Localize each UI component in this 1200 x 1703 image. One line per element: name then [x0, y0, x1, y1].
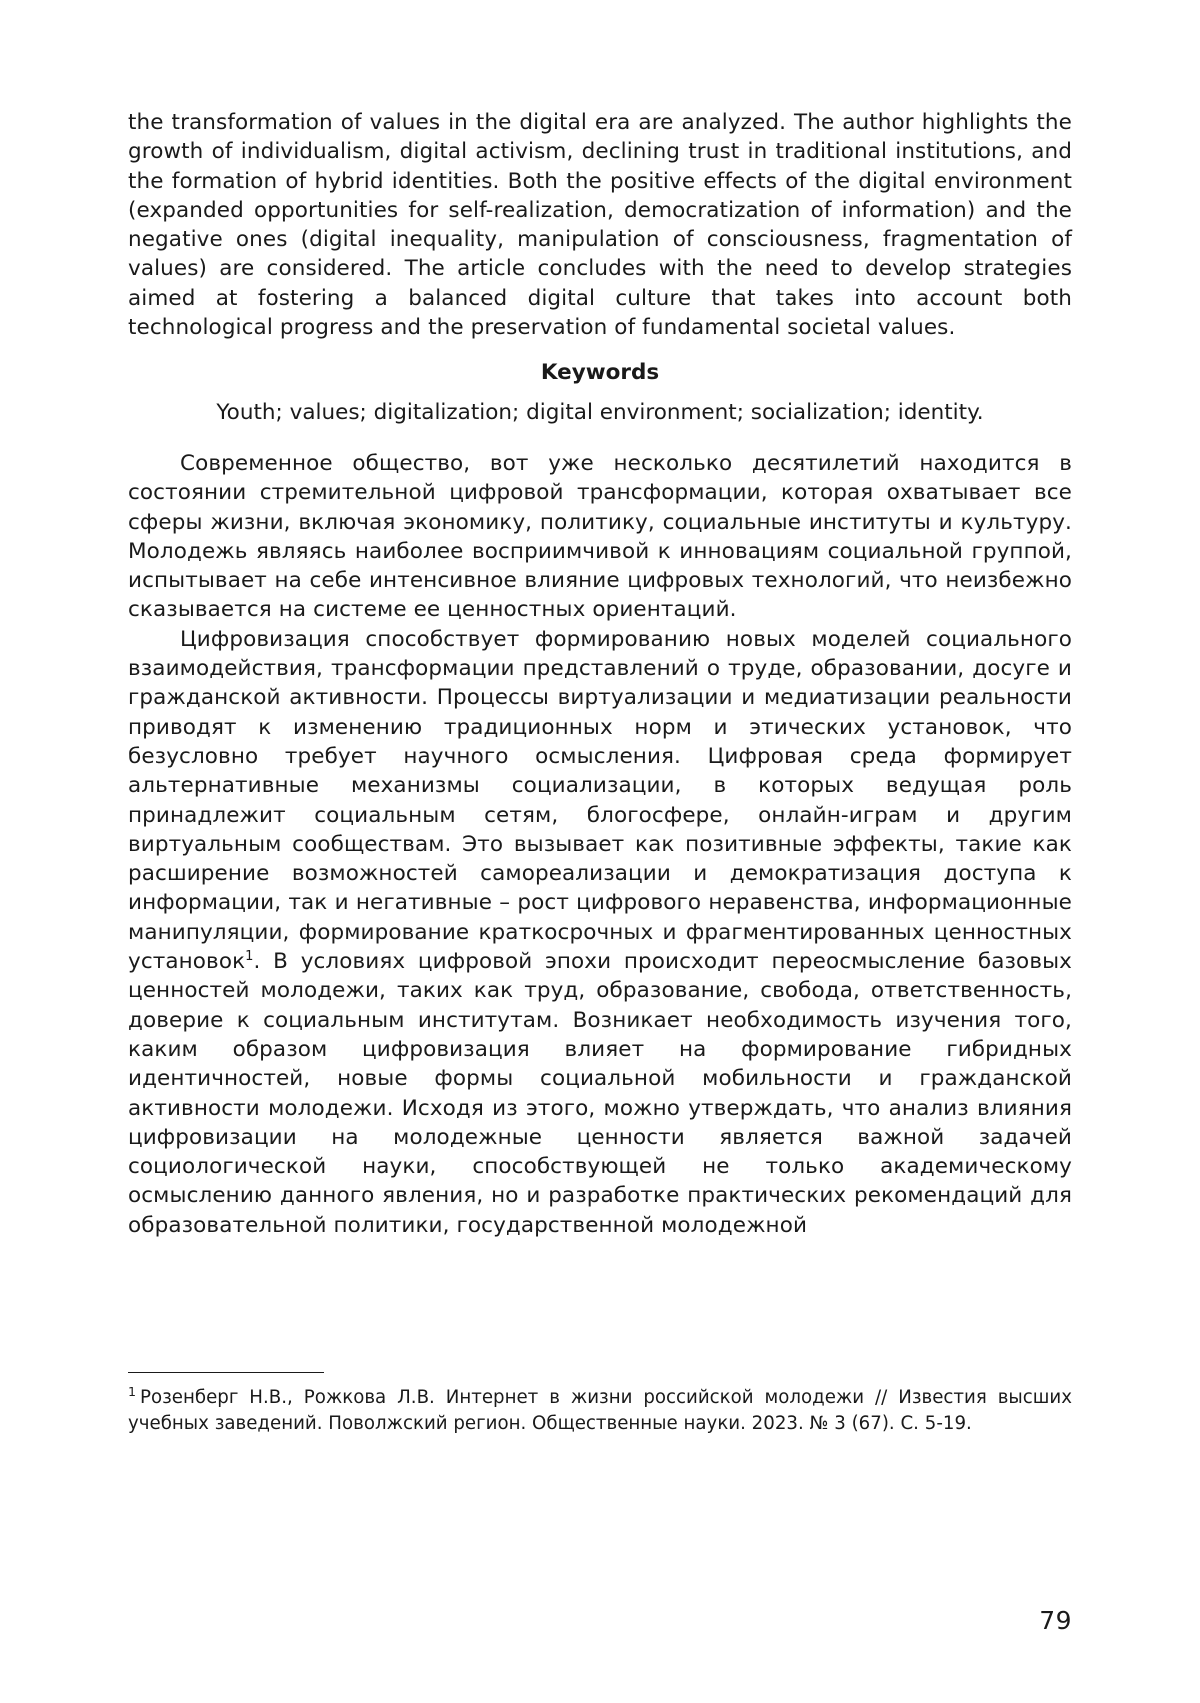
footnote-citation-text: Розенберг Н.В., Рожкова Л.В. Интернет в жизни российской молодежи // Известия высших учебных заведений. Поволжский регион. Общественные науки. 2023. № 3 (67). С. 5-19.: [128, 1387, 1072, 1434]
body-paragraph-1: Современное общество, вот уже несколько десятилетий находится в состоянии стремительной цифровой трансформации, которая охватывает все сферы жизни, включая экономику, политику, социальные институты и культуру. Молодежь являясь наиболее восприимчивой к инновациям социальной группой, испытывает на себе интенсивное влияние цифровых технологий, что неизбежно сказывается на системе ее ценностных ориентаций.: [128, 450, 1072, 623]
abstract-block: [128, 108, 1072, 342]
keywords-heading: Keywords: [540, 360, 660, 386]
body-paragraph-2-part-b: . В условиях цифровой эпохи происходит переосмысление базовых ценностей молодежи, таких как труд, образование, свобода, ответственность, доверие к социальным институтам. Возникает необходимость изучения того, каким образом цифровизация влияет на формирование гибридных идентичностей, новые формы социальной мобильности и гражданской активности молодежи. Исходя из этого, можно утверждать, что анализ влияния цифровизации на молодежные ценности является важной задачей социологической науки, способствующей не только академическому осмыслению данного явления, но и разработке практических рекомендаций для образовательной политики, государственной молодежной: [128, 949, 1072, 1238]
body-paragraph-2: [128, 625, 1072, 1240]
section-spacer: [128, 427, 1072, 449]
footnote-entry: [128, 1379, 1072, 1436]
footnote-separator-rule: [128, 1372, 324, 1373]
footnote-area: [128, 1372, 1072, 1436]
body-paragraph-2-part-a: Цифровизация способствует формированию новых моделей социального взаимодействия, трансформации представлений о труде, образовании, досуге и гражданской активности. Процессы виртуализации и медиатизации реальности приводят к изменению традиционных норм и этических установок, что безусловно требует научного осмысления. Цифровая среда формирует альтернативные механизмы социализации, в которых ведущая роль принадлежит социальным сетям, блогосфере, онлайн-играм и другим виртуальным сообществам. Это вызывает как позитивные эффекты, такие как расширение возможностей самореализации и демократизация доступа к информации, так и негативные – рост цифрового неравенства, информационные манипуляции, формирование краткосрочных и фрагментированных ценностных установок: [128, 626, 1072, 975]
abstract-tail-text: the transformation of values in the digital era are analyzed. The author highlights the growth of individualism, digital activism, declining trust in traditional institutions, and the formation of hybrid identities. Both the positive effects of the digital environment (expanded opportunities for self-realization, democratization of information) and the negative ones (digital inequality, manipulation of consciousness, fragmentation of values) are considered. The article concludes with the need to develop strategies aimed at fostering a balanced digital culture that takes into account both technological progress and the preservation of fundamental societal values.: [128, 110, 1072, 341]
footnote-number: 1: [128, 1384, 137, 1399]
keywords-list: Youth; values; digitalization; digital environment; socialization; identity.: [216, 399, 984, 425]
page-number: 79: [1039, 1606, 1072, 1635]
footnote-reference-marker[interactable]: 1: [245, 948, 254, 964]
main-body: [128, 449, 1072, 1240]
